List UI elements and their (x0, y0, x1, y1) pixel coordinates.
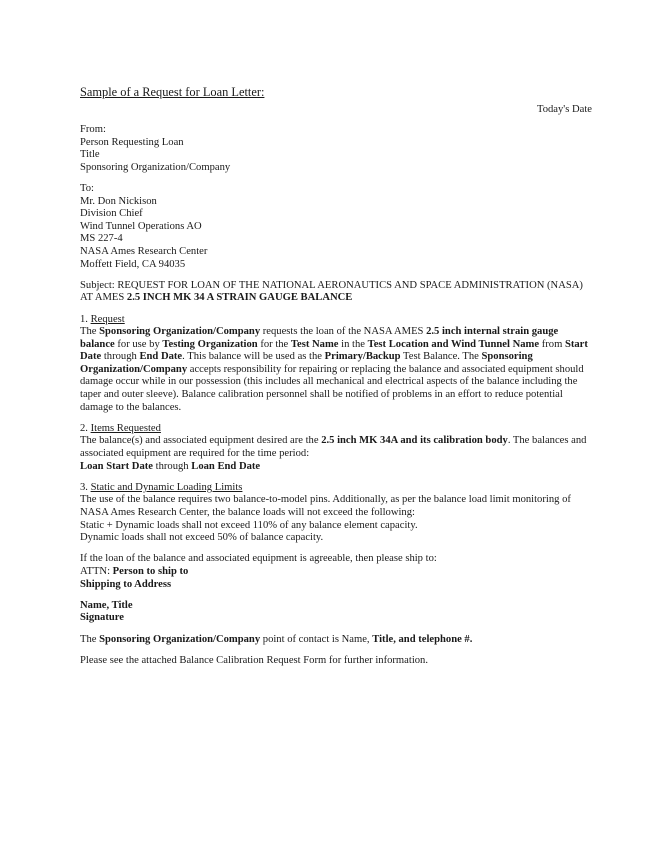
shipping-intro: If the loan of the balance and associated equipment is agreeable, then please ship to: (80, 553, 437, 565)
from-line: Person Requesting Loan (80, 136, 184, 148)
section-heading (80, 482, 592, 495)
section-heading-text: Static and Dynamic Loading Limits (90, 481, 243, 493)
to-line: Moffett Field, CA 94035 (80, 258, 186, 270)
subject-line (80, 280, 592, 305)
section-request-paragraph: The Sponsoring Organization/Company requests the loan of the NASA AMES 2.5 inch internal strain gauge balance for use by Testing Organization for the Test Name in the Test Location and Wind Tunnel Name from Start Date through End Date. This balance will be used as the Primary/Backup Test Balance. The Sponsoring Organization/Company accepts responsibility for repairing or replacing the balance and associated equipment should damage occur while in our possession (this includes all mechanical and electrical aspects of the balance including the taper and outer sleeve). Balance calibration personnel shall be notified of problems in an effort to reduce potential damage to the balances. (80, 326, 588, 413)
attn-line: ATTN: Person to ship to (80, 565, 189, 577)
signature-block (80, 600, 592, 625)
subject-text: Subject: REQUEST FOR LOAN OF THE NATIONAL AERONAUTICS AND SPACE ADMINISTRATION (NASA) AT AMES (80, 279, 583, 304)
name-title: Name, Title (80, 599, 133, 611)
from-line: Title (80, 149, 100, 161)
contact-line: The Sponsoring Organization/Company point of contact is Name, Title, and telephone #. (80, 633, 473, 645)
to-line: MS 227-4 (80, 233, 123, 245)
dynamic-limit: Dynamic loads shall not exceed 50% of balance capacity. (80, 532, 324, 544)
section-limits-paragraph: The use of the balance requires two balance-to-model pins. Additionally, as per the balance load limit monitoring of NASA Ames Research Center, the balance loads will not exceed the following: (80, 494, 571, 518)
closing-line: Please see the attached Balance Calibration Request Form for further information. (80, 654, 429, 666)
to-label: To: (80, 182, 94, 194)
section-heading (80, 314, 592, 327)
to-line: Wind Tunnel Operations AO (80, 220, 202, 232)
section-number: 2. (80, 422, 91, 434)
shipping-block (80, 553, 592, 591)
section-items-paragraph: The balance(s) and associated equipment desired are the 2.5 inch MK 34A and its calibration body. The balances and associated equipment are required for the time period: (80, 435, 587, 460)
to-block (80, 183, 592, 271)
shipping-address: Shipping to Address (80, 578, 172, 590)
section-heading-text: Items Requested (90, 422, 161, 434)
subject-bold: 2.5 INCH MK 34 A STRAIN GAUGE BALANCE (126, 292, 353, 304)
section-heading (80, 423, 592, 436)
loan-period: Loan Start Date through Loan End Date (80, 460, 261, 472)
to-line: NASA Ames Research Center (80, 245, 208, 257)
document-title: Sample of a Request for Loan Letter: (80, 85, 265, 99)
section-number: 3. (80, 481, 91, 493)
letter-body (80, 124, 592, 667)
to-line: Mr. Don Nickison (80, 195, 157, 207)
section-items-requested (80, 423, 592, 473)
letter-date: Today's Date (536, 104, 592, 115)
section-loading-limits (80, 482, 592, 545)
section-number: 1. (80, 313, 91, 325)
from-line: Sponsoring Organization/Company (80, 161, 231, 173)
to-line: Division Chief (80, 208, 143, 220)
from-label: From: (80, 124, 106, 135)
from-block (80, 124, 592, 174)
section-heading-text: Request (90, 313, 125, 325)
section-request (80, 314, 592, 415)
static-limit: Static + Dynamic loads shall not exceed 110% of any balance element capacity. (80, 519, 418, 531)
signature: Signature (80, 612, 124, 624)
